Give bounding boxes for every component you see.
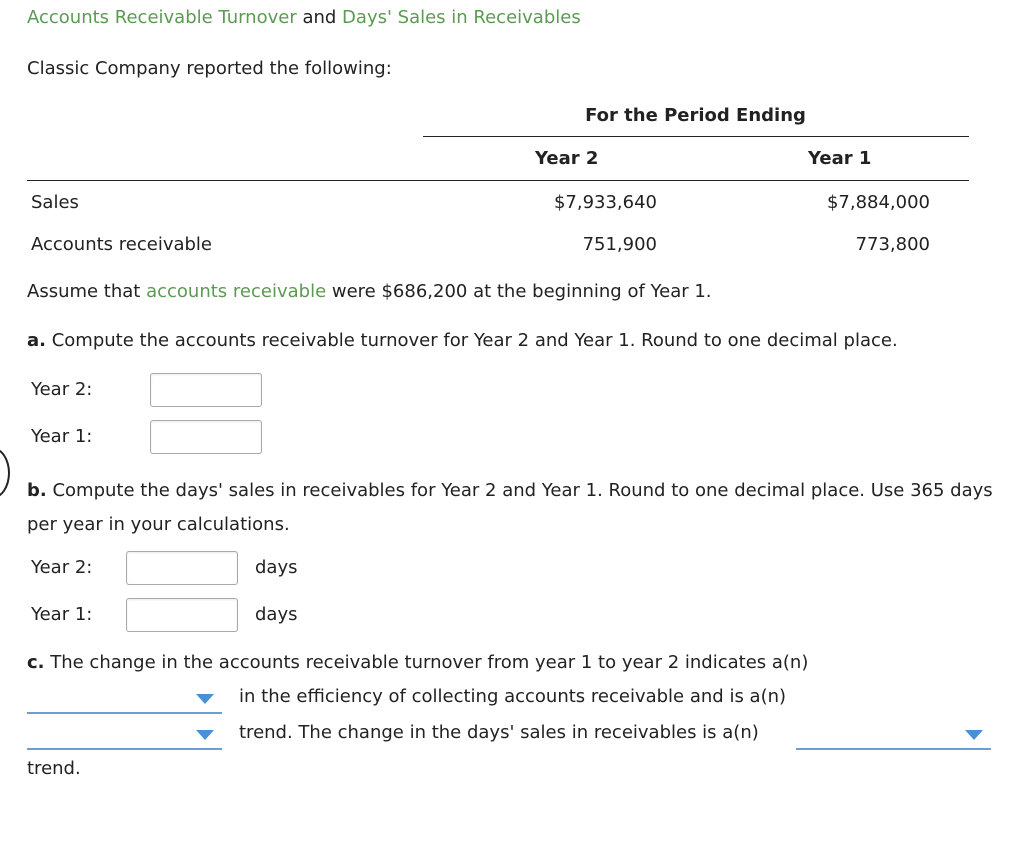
question-c-text-4: trend. — [27, 758, 81, 779]
side-marker — [0, 447, 10, 499]
period-header: For the Period Ending — [585, 105, 806, 126]
row-label-accounts-receivable: Accounts receivable — [31, 234, 213, 255]
sales-year-2: $7,933,640 — [553, 192, 657, 213]
question-b: b. Compute the days' sales in receivables for Year 2 and Year 1. Round to one decimal place. Use 365 days per year in your calculations. — [27, 480, 993, 535]
column-header-year-1: Year 1 — [808, 148, 872, 169]
header-rule — [423, 136, 969, 137]
caret-down-icon — [965, 730, 983, 740]
input-b-year-1[interactable] — [126, 598, 238, 632]
label-a-year-1: Year 1: — [31, 426, 93, 447]
title-link-turnover[interactable]: Accounts Receivable Turnover — [27, 7, 297, 28]
ar-year-1: 773,800 — [855, 234, 930, 255]
caret-down-icon — [196, 694, 214, 704]
page-title — [27, 6, 581, 30]
table-rule — [27, 180, 969, 181]
accounts-receivable-link[interactable]: accounts receivable — [146, 281, 327, 302]
title-link-days-sales[interactable]: Days' Sales in Receivables — [342, 7, 581, 28]
dropdown-days-sales-change[interactable] — [796, 718, 991, 750]
question-c-text-3: trend. The change in the days' sales in receivables is a(n) — [239, 722, 759, 743]
label-b-year-1: Year 1: — [31, 604, 93, 625]
label-b-year-2: Year 2: — [31, 557, 93, 578]
sales-year-1: $7,884,000 — [826, 192, 930, 213]
dropdown-efficiency-change[interactable] — [27, 682, 222, 714]
input-a-year-1[interactable] — [150, 420, 262, 454]
input-b-year-2[interactable] — [126, 551, 238, 585]
caret-down-icon — [196, 730, 214, 740]
row-label-sales: Sales — [31, 192, 79, 213]
column-header-year-2: Year 2 — [535, 148, 599, 169]
label-a-year-2: Year 2: — [31, 379, 93, 400]
question-c-text-2: in the efficiency of collecting accounts receivable and is a(n) — [239, 686, 787, 707]
unit-days-year-1: days — [255, 604, 298, 625]
input-a-year-2[interactable] — [150, 373, 262, 407]
intro-text: Classic Company reported the following: — [27, 58, 392, 79]
dropdown-turnover-trend[interactable] — [27, 718, 222, 750]
assumption-text: Assume that accounts receivable were $686,200 at the beginning of Year 1. — [27, 281, 712, 302]
ar-year-2: 751,900 — [582, 234, 657, 255]
question-a: a. Compute the accounts receivable turnover for Year 2 and Year 1. Round to one decimal place. — [27, 330, 898, 351]
unit-days-year-2: days — [255, 557, 298, 578]
title-and: and — [296, 7, 343, 28]
question-c: c. The change in the accounts receivable turnover from year 1 to year 2 indicates a(n) — [27, 652, 809, 673]
